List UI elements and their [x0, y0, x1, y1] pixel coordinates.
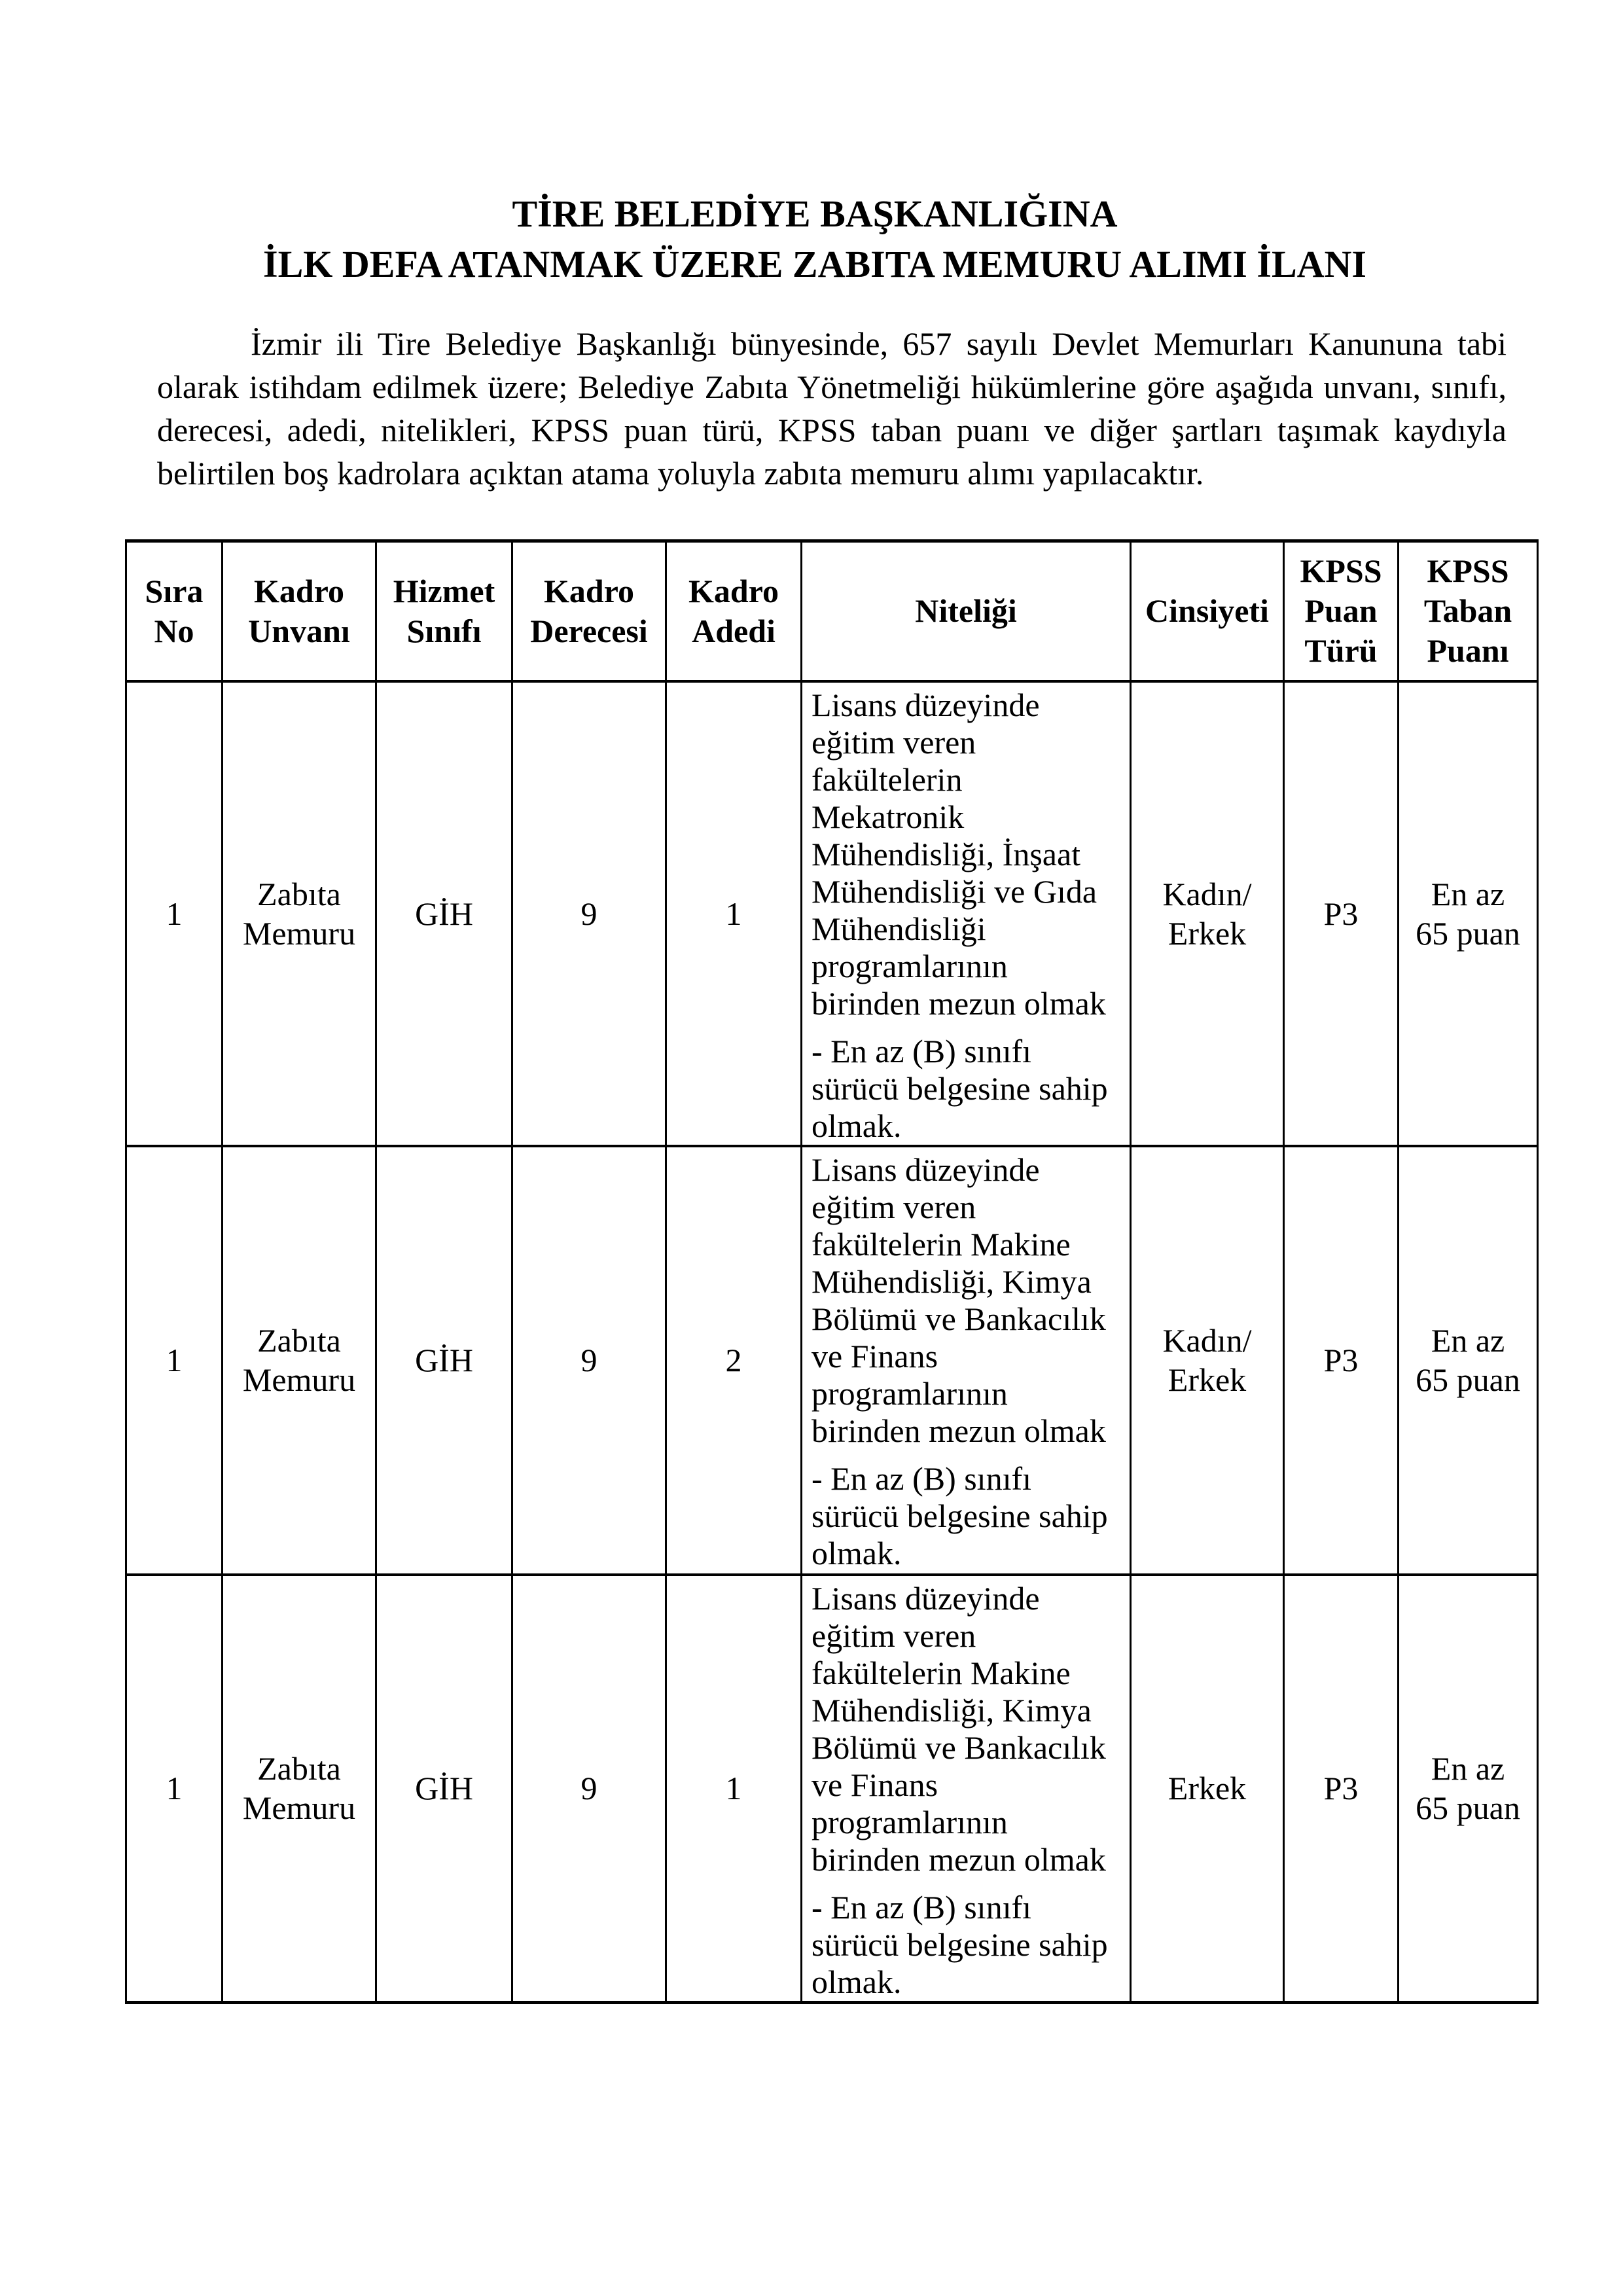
cell-niteligi	[802, 1575, 1131, 2003]
min-score-line-2: 65 puan	[1416, 1789, 1520, 1826]
qualification-license: - En az (B) sınıfı sürücü belgesine sahip olmak.	[812, 1888, 1108, 2000]
table-header-row	[126, 541, 1538, 681]
qualification-education: Lisans düzeyinde eğitim veren fakültelerin Makine Mühendisliği, Kimya Bölümü ve Bankacılık ve Finans programlarının birinden mezun olmak	[812, 1151, 1106, 1449]
header-cell-hizmet-sinifi: Hizmet Sınıfı	[376, 541, 512, 681]
intro-paragraph: İzmir ili Tire Belediye Başkanlığı bünyesinde, 657 sayılı Devlet Memurları Kanununa tabi olarak istihdam edilmek üzere; Belediye Zabıta Yönetmeliği hükümlerine göre aşağıda unvanı, sınıfı, derecesi, adedi, nitelikleri, KPSS puan türü, KPSS taban puanı ve diğer şartları taşımak kaydıyla belirtilen boş kadrolara açıktan atama yoluyla zabıta memuru alımı yapılacaktır.	[157, 325, 1507, 492]
cell-kadro-unvani: Zabıta Memuru	[223, 681, 376, 1146]
qualification-education: Lisans düzeyinde eğitim veren fakültelerin Mekatronik Mühendisliği, İnşaat Mühendisliği ve Gıda Mühendisliği programlarının birinden mezun olmak	[812, 686, 1106, 1022]
gender-line-1: Kadın/	[1162, 875, 1252, 912]
gender-line-2: Erkek	[1168, 914, 1247, 952]
min-score-line-2: 65 puan	[1416, 1361, 1520, 1398]
cell-kpss-puan-turu: P3	[1284, 1575, 1399, 2003]
title-line-2: İLK DEFA ATANMAK ÜZERE ZABITA MEMURU ALIMI İLANI	[263, 243, 1366, 285]
cell-kadro-derecesi: 9	[512, 1575, 666, 2003]
table-row	[126, 681, 1538, 1146]
header-cell-niteligi: Niteliği	[802, 541, 1131, 681]
cell-hizmet-sinifi: GİH	[376, 1146, 512, 1575]
header-cell-sira-no: Sıra No	[126, 541, 223, 681]
min-score-line-1: En az	[1431, 1750, 1505, 1787]
cell-sira-no: 1	[126, 1146, 223, 1575]
cell-kadro-unvani: Zabıta Memuru	[223, 1146, 376, 1575]
header-cell-kpss-puan-turu: KPSS Puan Türü	[1284, 541, 1399, 681]
header-cell-kadro-unvani: Kadro Unvanı	[223, 541, 376, 681]
cell-sira-no: 1	[126, 1575, 223, 2003]
cell-cinsiyeti	[1131, 1575, 1284, 2003]
cell-cinsiyeti	[1131, 681, 1284, 1146]
cell-hizmet-sinifi: GİH	[376, 1575, 512, 2003]
cell-kpss-puan-turu: P3	[1284, 1146, 1399, 1575]
cell-kadro-adedi: 1	[666, 1575, 802, 2003]
header-cell-kadro-derecesi: Kadro Derecesi	[512, 541, 666, 681]
cell-niteligi	[802, 1146, 1131, 1575]
cell-niteligi	[802, 681, 1131, 1146]
document-title	[124, 188, 1505, 289]
positions-table	[125, 539, 1539, 2004]
min-score-line-2: 65 puan	[1416, 914, 1520, 952]
cell-kadro-adedi: 2	[666, 1146, 802, 1575]
header-cell-cinsiyeti: Cinsiyeti	[1131, 541, 1284, 681]
table-row	[126, 1575, 1538, 2003]
cell-sira-no: 1	[126, 681, 223, 1146]
cell-cinsiyeti	[1131, 1146, 1284, 1575]
cell-kpss-taban-puani	[1399, 681, 1538, 1146]
gender-line-1: Erkek	[1168, 1770, 1247, 1806]
cell-kadro-adedi: 1	[666, 681, 802, 1146]
min-score-line-1: En az	[1431, 1322, 1505, 1359]
gender-line-2: Erkek	[1168, 1361, 1247, 1398]
qualification-license: - En az (B) sınıfı sürücü belgesine sahip olmak.	[812, 1032, 1108, 1144]
cell-kadro-derecesi: 9	[512, 681, 666, 1146]
min-score-line-1: En az	[1431, 875, 1505, 912]
qualification-education: Lisans düzeyinde eğitim veren fakültelerin Makine Mühendisliği, Kimya Bölümü ve Bankacılık ve Finans programlarının birinden mezun olmak	[812, 1579, 1106, 1878]
cell-kpss-taban-puani	[1399, 1146, 1538, 1575]
title-line-1: TİRE BELEDİYE BAŞKANLIĞINA	[512, 192, 1118, 235]
cell-kpss-puan-turu: P3	[1284, 681, 1399, 1146]
cell-kadro-derecesi: 9	[512, 1146, 666, 1575]
cell-hizmet-sinifi: GİH	[376, 681, 512, 1146]
gender-line-1: Kadın/	[1162, 1322, 1252, 1359]
header-cell-kadro-adedi: Kadro Adedi	[666, 541, 802, 681]
header-cell-kpss-taban-puani: KPSS Taban Puanı	[1399, 541, 1538, 681]
cell-kpss-taban-puani	[1399, 1575, 1538, 2003]
qualification-license: - En az (B) sınıfı sürücü belgesine sahip olmak.	[812, 1460, 1108, 1571]
cell-kadro-unvani: Zabıta Memuru	[223, 1575, 376, 2003]
table-row	[126, 1146, 1538, 1575]
